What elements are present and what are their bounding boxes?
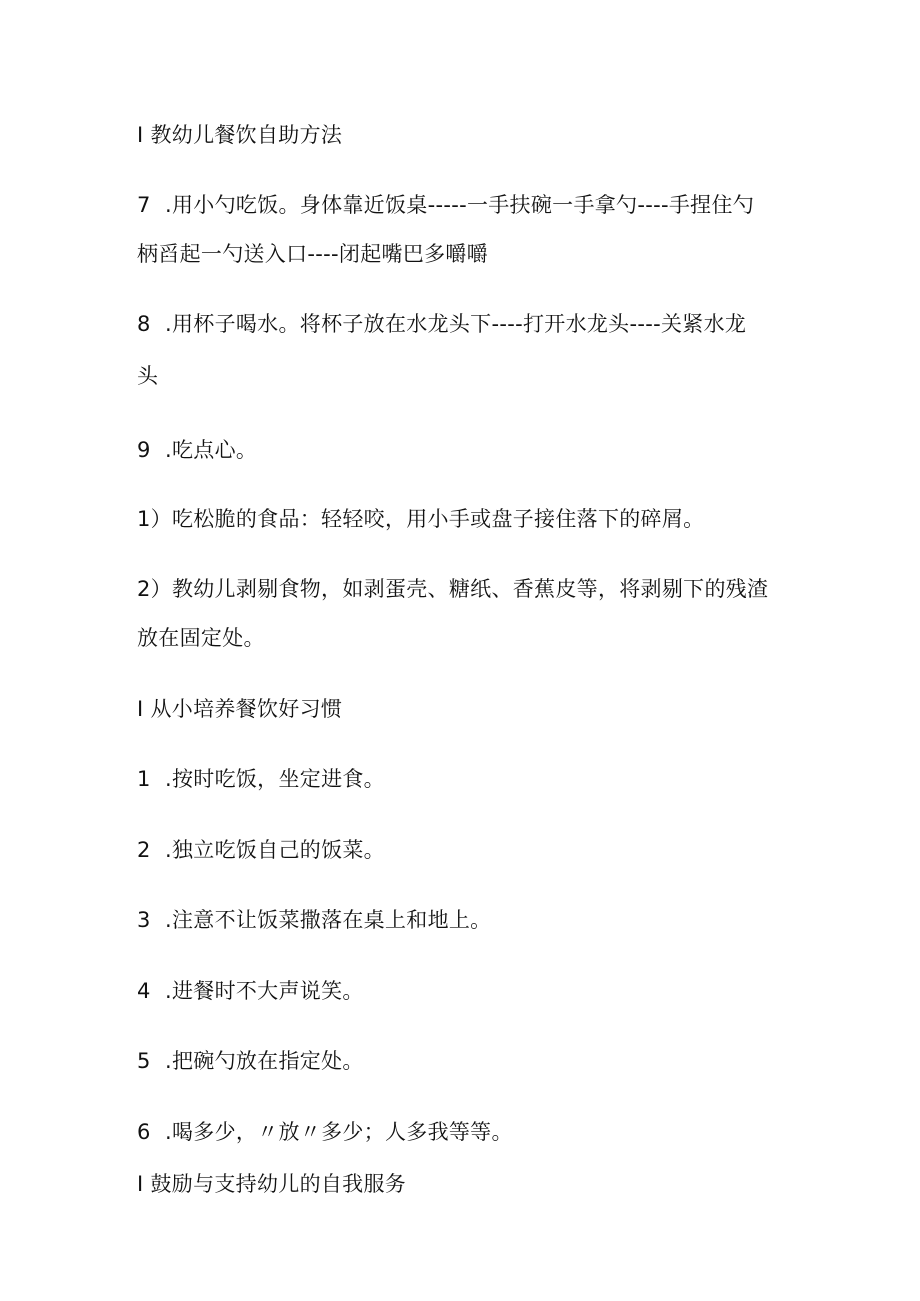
item-text: .注意不让饭菜撒落在桌上和地上。 [165, 908, 492, 932]
item-number: 6 [137, 1120, 151, 1144]
habit-item-5 [137, 1047, 797, 1075]
item-text: .喝多少，〃放〃多少；人多我等等。 [165, 1120, 513, 1144]
item-text: 柄舀起一勺送入口----闭起嘴巴多嚼嚼 [137, 242, 489, 266]
habit-item-6 [137, 1118, 797, 1146]
heading-text: I 鼓励与支持幼儿的自我服务 [137, 1172, 407, 1196]
item-text: .用杯子喝水。将杯子放在水龙头下----打开水龙头----关紧水龙 [165, 312, 747, 336]
sub-item-2-continued [137, 624, 797, 652]
heading-text: I 从小培养餐饮好习惯 [137, 697, 343, 721]
item-number: 1 [137, 767, 151, 791]
item-text: .把碗勺放在指定处。 [165, 1049, 364, 1073]
sub-item-1 [137, 505, 797, 533]
habit-item-2 [137, 836, 797, 864]
item-text: 放在固定处。 [137, 626, 265, 650]
item-text: .吃点心。 [165, 438, 258, 462]
item-text: 1）吃松脆的食品：轻轻咬，用小手或盘子接住落下的碎屑。 [137, 507, 705, 531]
item-number: 8 [137, 312, 151, 336]
item-number: 2 [137, 838, 151, 862]
item-text: 头 [137, 364, 159, 388]
item-number: 7 [137, 193, 151, 217]
item-number: 3 [137, 908, 151, 932]
item-text: 2）教幼儿剥剔食物，如剥蛋壳、糖纸、香蕉皮等，将剥剔下的残渣 [137, 577, 769, 601]
section-heading-good-habits [137, 695, 797, 723]
item-number: 5 [137, 1049, 151, 1073]
item-number: 9 [137, 438, 151, 462]
list-item-7-continued [137, 240, 797, 268]
habit-item-3 [137, 906, 797, 934]
sub-item-2 [137, 575, 797, 603]
list-item-8-continued [137, 362, 797, 390]
heading-text: I 教幼儿餐饮自助方法 [137, 123, 343, 147]
item-number: 4 [137, 979, 151, 1003]
item-text: .按时吃饭，坐定进食。 [165, 767, 385, 791]
habit-item-1 [137, 765, 797, 793]
list-item-9 [137, 436, 797, 464]
list-item-8 [137, 310, 797, 338]
habit-item-4 [137, 977, 797, 1005]
list-item-7 [137, 191, 797, 219]
section-heading-self-help [137, 121, 797, 149]
item-text: .独立吃饭自己的饭菜。 [165, 838, 385, 862]
item-text: .进餐时不大声说笑。 [165, 979, 364, 1003]
item-text: .用小勺吃饭。身体靠近饭桌-----一手扶碗一手拿勺----手捏住勺 [165, 193, 755, 217]
section-heading-self-service [137, 1170, 797, 1198]
